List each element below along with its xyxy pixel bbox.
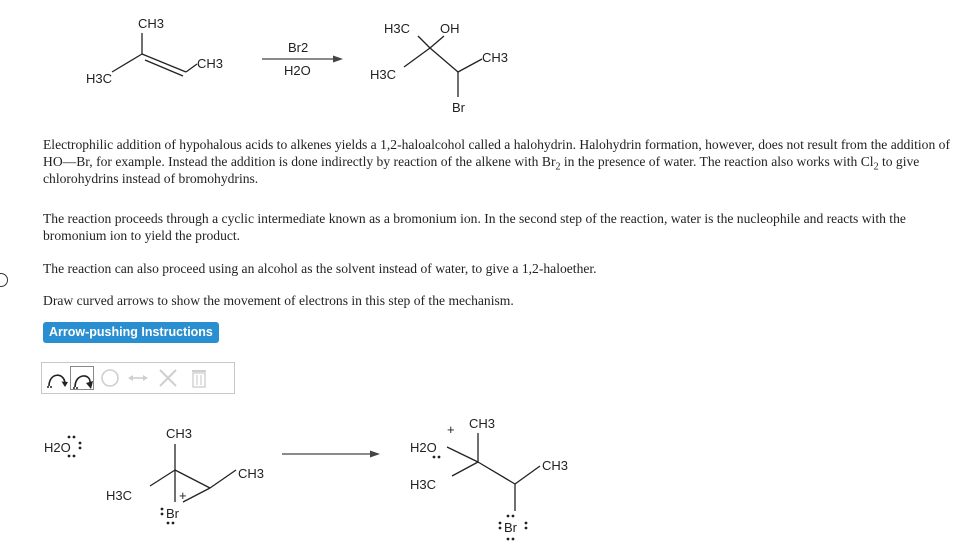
mechanism-product	[410, 416, 568, 540]
product-methyl-right: CH3	[482, 50, 509, 65]
intermediate-methyl-right: CH3	[238, 466, 265, 481]
water-label: H2O	[44, 440, 71, 455]
halohydrin-paragraph	[43, 136, 955, 187]
product-methyl-right-mech: CH3	[542, 458, 569, 473]
trash-icon[interactable]	[187, 366, 211, 390]
arrow-pushing-instructions-button[interactable]: Arrow-pushing Instructions	[43, 322, 219, 343]
task-instruction: Draw curved arrows to show the movement of electrons in this step of the mechanism.	[43, 293, 514, 308]
bromonium-charge: +	[179, 488, 187, 503]
electron-circle-icon[interactable]	[98, 366, 122, 390]
reagent-top: Br2	[288, 40, 309, 55]
product-bromide: Br	[504, 520, 517, 535]
para1-part-a: Electrophilic addition of hypohalous acids to alkenes yields a 1,2-haloalcohol called a halohydrin. Halohydrin formation, however, does not result from the addition of HO—Br, for example. Instead the addition is done indirectly by reaction of the alkene with Br	[43, 137, 950, 169]
single-headed-curved-arrow-icon[interactable]	[70, 366, 94, 390]
product-oxonium: H2O	[410, 440, 437, 455]
reactant-methyl-right: CH3	[197, 56, 224, 71]
delete-x-icon[interactable]	[156, 366, 180, 390]
double-headed-curved-arrow-icon[interactable]	[45, 366, 69, 390]
intermediate-methyl-left: H3C	[106, 488, 133, 503]
reaction-arrow	[262, 40, 343, 78]
bromonium-atom: Br	[166, 506, 179, 521]
haloether-paragraph: The reaction can also proceed using an alcohol as the solvent instead of water, to give a 1,2-haloether.	[43, 261, 597, 276]
resonance-arrow-icon[interactable]	[126, 366, 150, 390]
bromonium-paragraph: The reaction proceeds through a cyclic intermediate known as a bromonium ion. In the second step of the reaction, water is the nucleophile and reacts with the bromonium ion to yield the product.	[43, 211, 906, 243]
reactant-methyl-top: CH3	[138, 16, 165, 31]
arrow-toolbar	[41, 362, 235, 394]
product-methyl-left: H3C	[370, 67, 397, 82]
product-bromine: Br	[452, 100, 465, 115]
para1-part-b: in the presence of water. The reaction also works with Cl	[560, 154, 874, 169]
reactant-molecule	[86, 16, 223, 86]
product-hydroxyl: OH	[440, 21, 460, 36]
product-methyl-top-mech: CH3	[469, 416, 496, 431]
reactant-methyl-left: H3C	[86, 71, 113, 86]
product-oxonium-charge: +	[447, 422, 455, 437]
para1-part-c: to give chlorohydrins instead of bromohydrins.	[43, 154, 920, 186]
para1-subscript-2: 2	[873, 161, 879, 173]
para1-subscript-1: 2	[555, 161, 561, 173]
reagent-bottom: H2O	[284, 63, 311, 78]
water-molecule	[44, 436, 81, 458]
product-methyl-left-mech: H3C	[410, 477, 437, 492]
top-product-molecule	[370, 21, 508, 115]
bromonium-intermediate	[106, 426, 264, 524]
mechanism-arrow	[282, 451, 380, 458]
product-methyl-top: H3C	[384, 21, 411, 36]
intermediate-methyl-top: CH3	[166, 426, 193, 441]
